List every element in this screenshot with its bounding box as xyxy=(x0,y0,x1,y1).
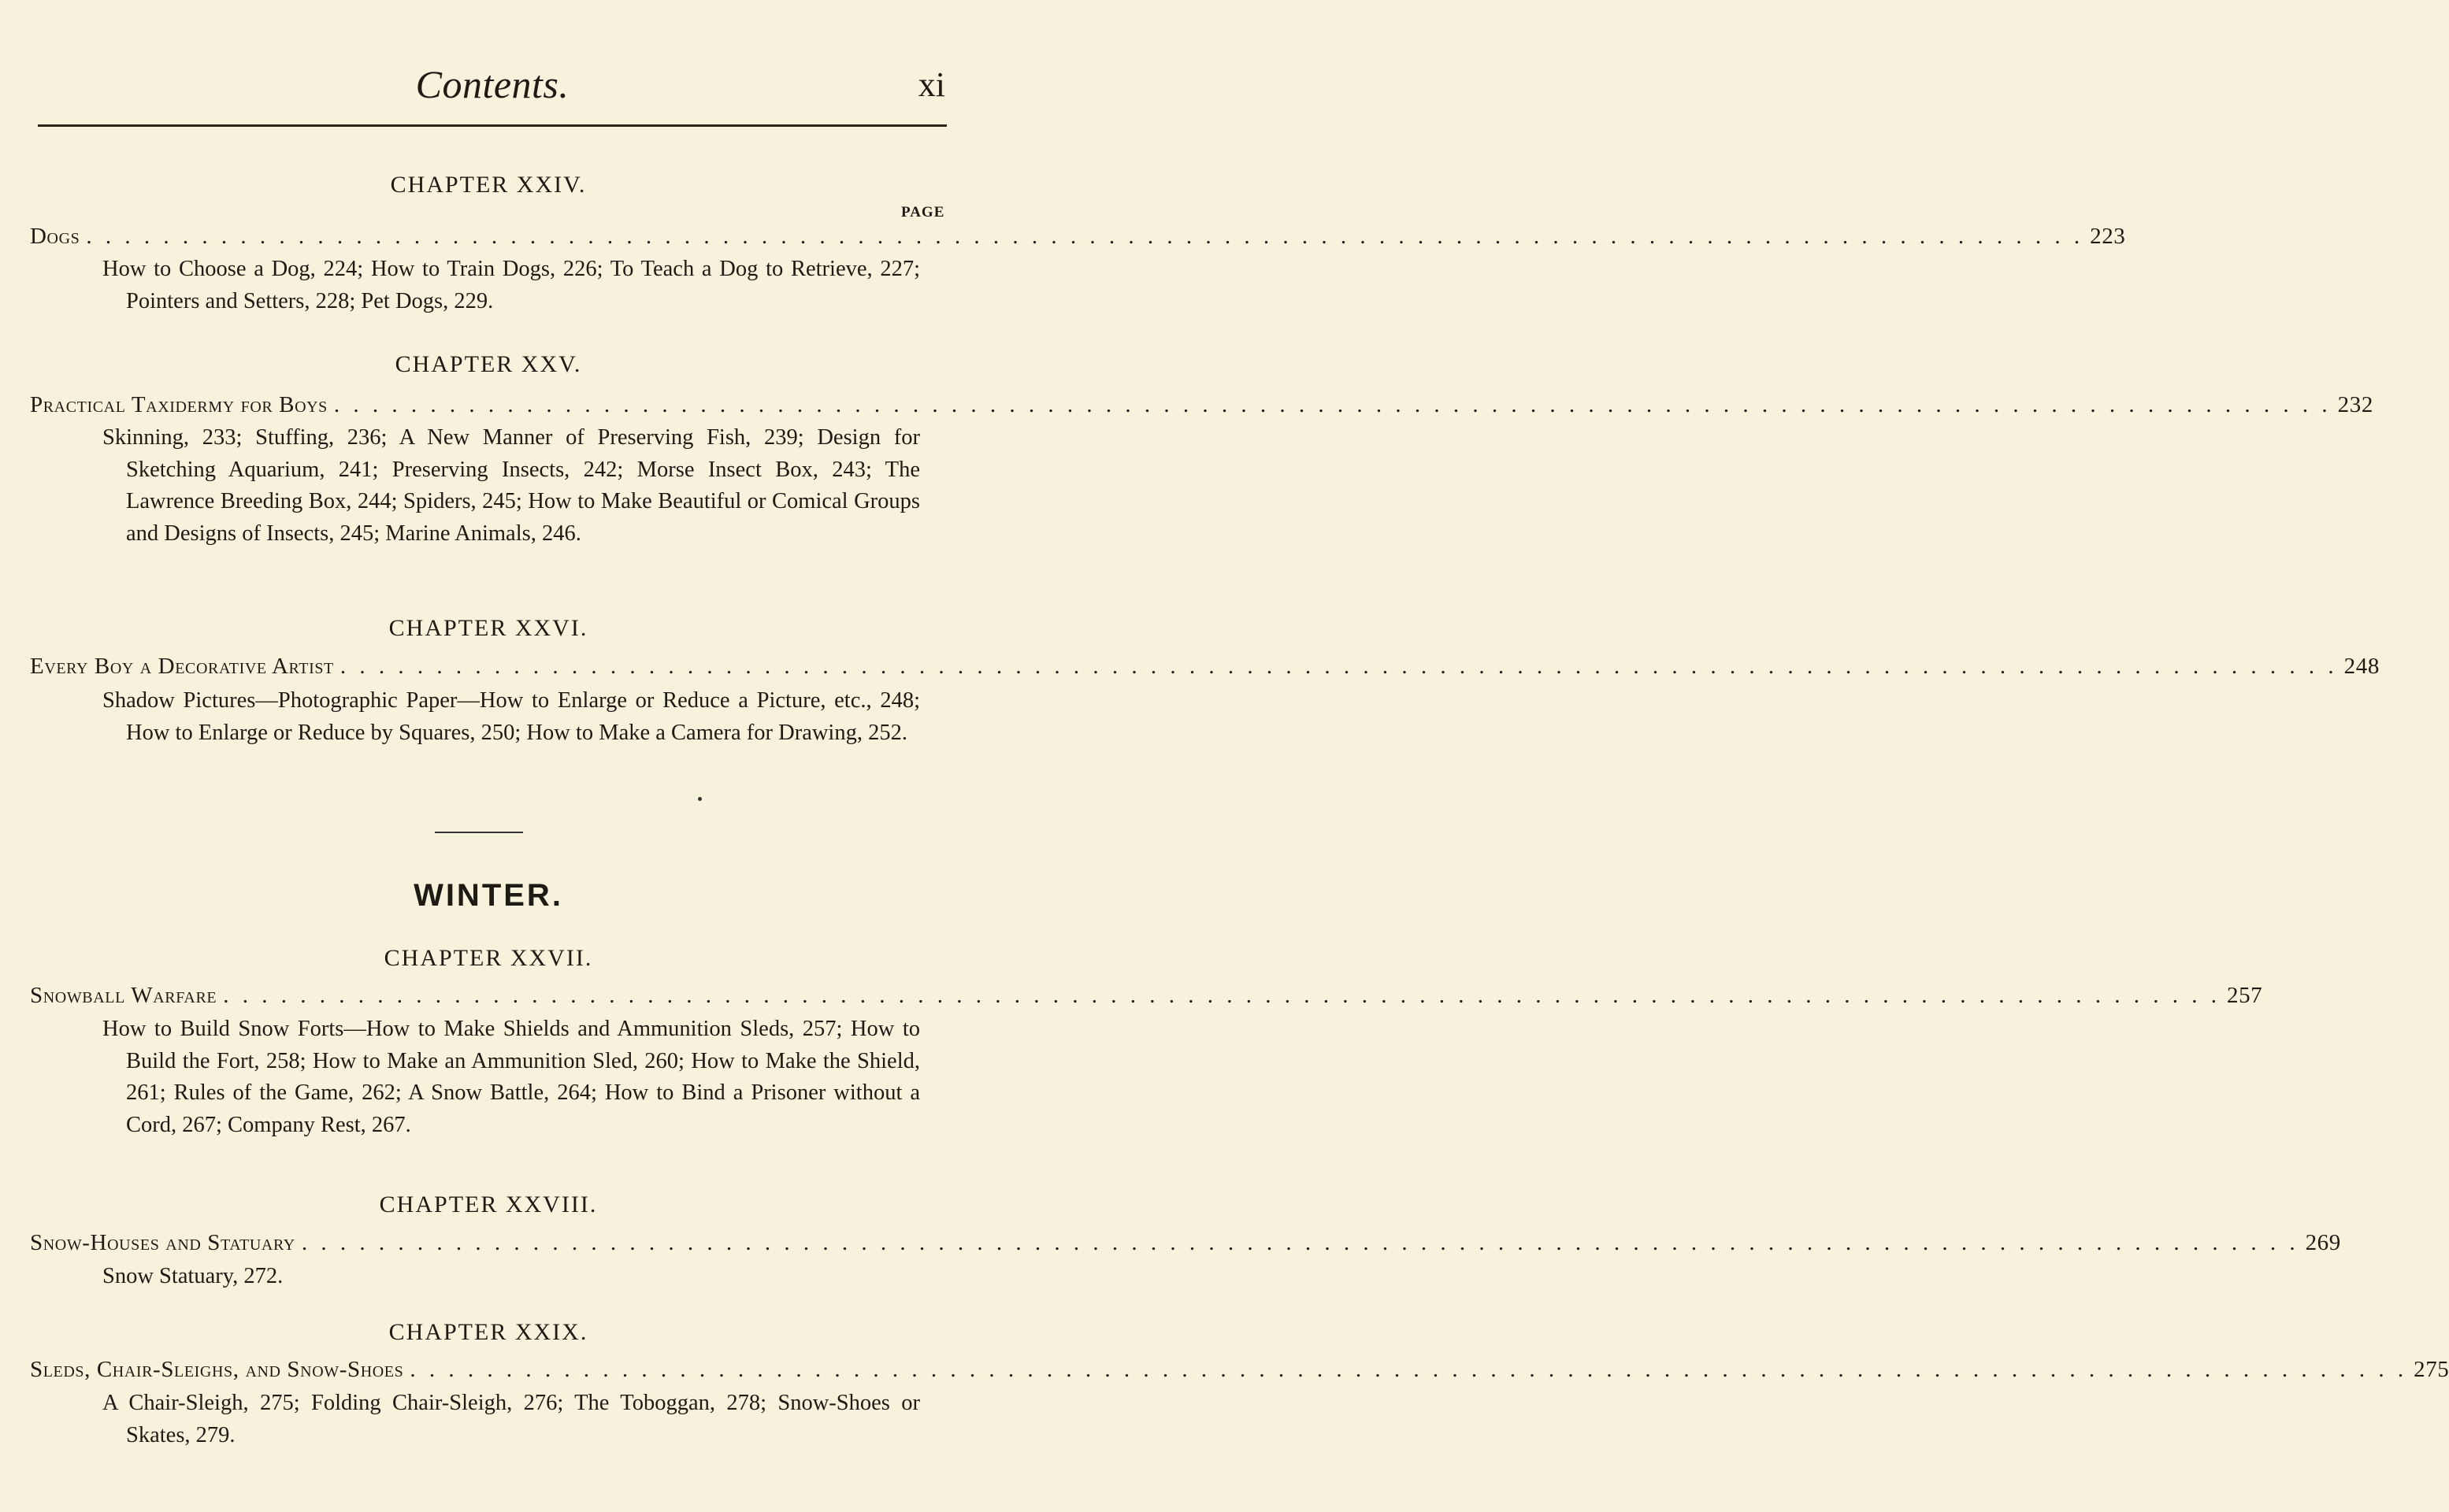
entry-page: 248 xyxy=(2343,654,2380,679)
entry-description: How to Build Snow Forts—How to Make Shields and Ammunition Sleds, 257; How to Build the Fort, 258; How to Make an Ammunition Sled, 260; How to Make the Shield, 261; Rules of the Game, 262; A Snow Battle, 264; How to Bind a Prisoner without a Cord, 267; Company Rest, 267. xyxy=(102,1017,920,1137)
toc-entry xyxy=(30,654,2380,685)
entry-description: Shadow Pictures—Photographic Paper—How to Enlarge or Reduce a Picture, etc., 248; How to Enlarge or Reduce by Squares, 250; How to Make a Camera for Drawing, 252. xyxy=(102,688,920,745)
dot-leader: . . . . . . . . . . . . . . . . . . . . . . . . . . . . . . . . . . . . . . . . . . . . . . . . . . . . . . . . . . . . . . . . . . . . . . . . . . . . . . . . . . . . . . . . . . . . . . . . . . . . . . . . xyxy=(223,983,2221,1008)
toc-entry xyxy=(30,392,2373,424)
page-number: xi xyxy=(918,65,945,104)
entry-page: 257 xyxy=(2226,983,2263,1008)
header-rule xyxy=(38,124,947,127)
entry-title: Sleds, Chair-Sleighs, and Snow-Shoes xyxy=(30,1357,404,1382)
toc-entry xyxy=(30,224,2126,255)
entry-title: Practical Taxidermy for Boys xyxy=(30,392,328,417)
entry-title: Every Boy a Decorative Artist xyxy=(30,654,334,679)
page-column-label: PAGE xyxy=(901,204,945,220)
dot-leader: . . . . . . . . . . . . . . . . . . . . . . . . . . . . . . . . . . . . . . . . . . . . . . . . . . . . . . . . . . . . . . . . . . . . . . . . . . . . . . . . . . . . . . . . . . . . . . . . . . . . . . . . xyxy=(410,1357,2408,1382)
toc-entry xyxy=(30,1357,2449,1388)
section-title: WINTER. xyxy=(414,878,563,913)
dot-leader: . . . . . . . . . . . . . . . . . . . . . . . . . . . . . . . . . . . . . . . . . . . . . . . . . . . . . . . . . . . . . . . . . . . . . . . . . . . . . . . . . . . . . . . . . . . . . . . . . . . . . . . . xyxy=(86,224,2084,249)
dot-leader: . . . . . . . . . . . . . . . . . . . . . . . . . . . . . . . . . . . . . . . . . . . . . . . . . . . . . . . . . . . . . . . . . . . . . . . . . . . . . . . . . . . . . . . . . . . . . . . . . . . . . . . . xyxy=(301,1230,2299,1255)
toc-entry xyxy=(30,1230,2341,1262)
entry-title: Snowball Warfare xyxy=(30,983,217,1008)
entry-page: 232 xyxy=(2337,392,2373,417)
entry-description: How to Choose a Dog, 224; How to Train Dogs, 226; To Teach a Dog to Retrieve, 227; Pointers and Setters, 228; Pet Dogs, 229. xyxy=(102,257,920,313)
entry-page: 275 xyxy=(2414,1357,2449,1382)
dot-leader: . . . . . . . . . . . . . . . . . . . . . . . . . . . . . . . . . . . . . . . . . . . . . . . . . . . . . . . . . . . . . . . . . . . . . . . . . . . . . . . . . . . . . . . . . . . . . . . . . . . . . . . . xyxy=(333,392,2332,417)
entry-title: Snow-Houses and Statuary xyxy=(30,1230,295,1255)
dot-leader: . . . . . . . . . . . . . . . . . . . . . . . . . . . . . . . . . . . . . . . . . . . . . . . . . . . . . . . . . . . . . . . . . . . . . . . . . . . . . . . . . . . . . . . . . . . . . . . . . . . . . . . . xyxy=(340,654,2338,679)
entry-title: Dogs xyxy=(30,224,80,249)
chapter-heading: CHAPTER XXVI. xyxy=(388,615,588,641)
entry-description: A Chair-Sleigh, 275; Folding Chair-Sleigh, 276; The Toboggan, 278; Snow-Shoes or Skates, 279. xyxy=(102,1391,920,1447)
section-divider xyxy=(435,832,523,833)
running-header xyxy=(38,61,947,124)
chapter-heading: CHAPTER XXV. xyxy=(395,351,582,377)
entry-description: Skinning, 233; Stuffing, 236; A New Manner of Preserving Fish, 239; Design for Sketching Aquarium, 241; Preserving Insects, 242; Morse Insect Box, 243; The Lawrence Breeding Box, 244; Spiders, 245; How to Make Beautiful or Comical Groups and Designs of Insects, 245; Marine Animals, 246. xyxy=(102,425,920,546)
chapter-heading: CHAPTER XXVIII. xyxy=(379,1191,598,1217)
running-title: Contents. xyxy=(415,62,570,106)
chapter-heading: CHAPTER XXVII. xyxy=(384,945,593,971)
entry-page: 269 xyxy=(2305,1230,2341,1255)
chapter-heading: CHAPTER XXIX. xyxy=(388,1319,588,1345)
toc-entry xyxy=(30,983,2263,1014)
chapter-heading: CHAPTER XXIV. xyxy=(390,172,587,198)
print-speck xyxy=(698,797,702,801)
entry-description: Snow Statuary, 272. xyxy=(102,1264,284,1288)
entry-page: 223 xyxy=(2090,224,2126,249)
